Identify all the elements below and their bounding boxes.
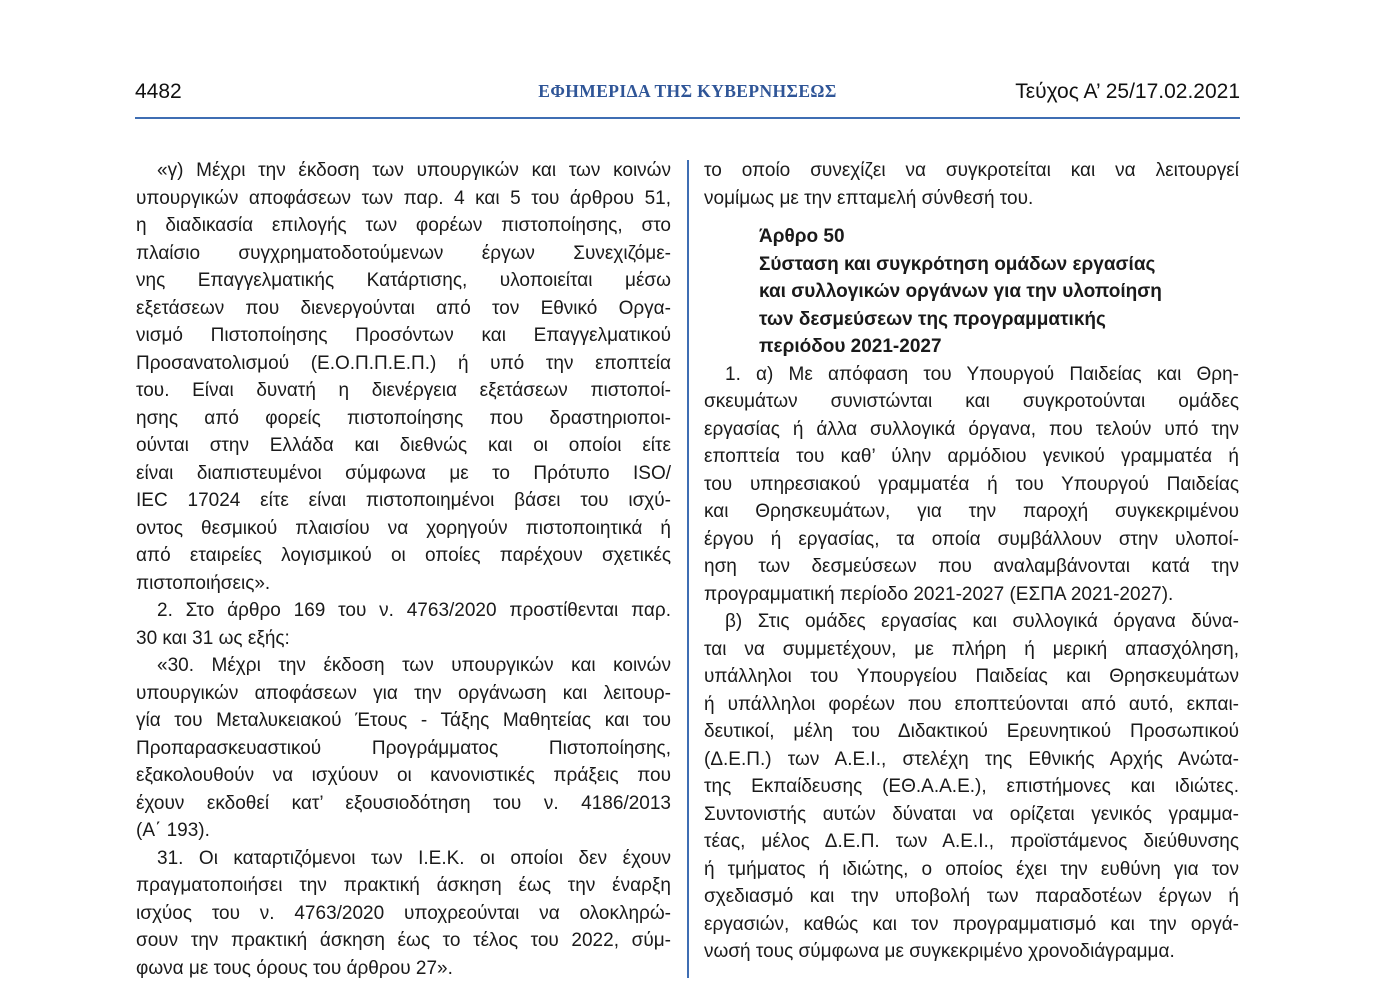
text-line: ούνται στην Ελλάδα και διεθνώς και οι οποίοι είτε [136, 435, 671, 456]
text-line: και Θρησκευμάτων, για την παροχή συγκεκριμένου [704, 501, 1239, 522]
text-line: (Α΄ 193). [136, 820, 210, 841]
text-line: νωσή τους σύμφωνα με συγκεκριμένο χρονοδιάγραμμα. [704, 941, 1175, 962]
text-line: ή τμήματος ή ιδιώτης, ο οποίος έχει την ευθύνη για τον [704, 858, 1239, 880]
text-line: η διαδικασία επιλογής των φορέων πιστοποίησης, στο [136, 215, 671, 236]
article-title-line: και συλλογικών οργάνων για την υλοποίηση [759, 281, 1162, 302]
text-line: οντος θεσμικού πλαισίου να χορηγούν πιστοποιητικά ή [136, 517, 671, 539]
text-line: (Δ.Ε.Π.) των Α.Ε.Ι., στελέχη της Εθνικής Αρχής Ανώτα- [704, 748, 1239, 770]
article-number: Άρθρο 50 [759, 226, 845, 247]
text-line: υπάλληλοι του Υπουργείου Παιδείας και Θρησκευμάτων [704, 666, 1239, 687]
text-line: 31. Οι καταρτιζόμενοι των Ι.Ε.Κ. οι οποίοι δεν έχουν [157, 847, 671, 869]
text-line: εξετάσεων που διενεργούνται από τον Εθνικό Οργα- [136, 297, 671, 319]
text-line: β) Στις ομάδες εργασίας και συλλογικά όργανα δύνα- [725, 611, 1239, 632]
text-line: είναι διαπιστευμένοι σύμφωνα με το Πρότυπο ISO/ [136, 462, 671, 484]
text-line: 1. α) Με απόφαση του Υπουργού Παιδείας και Θρη- [725, 363, 1239, 385]
text-line: το οποίο συνεχίζει να συγκροτείται και να λειτουργεί [704, 160, 1239, 181]
text-line: ησης από φορείς πιστοποίησης που δραστηριοποι- [136, 407, 671, 429]
text-line: ισχύος του ν. 4763/2020 υποχρεούνται να ολοκληρώ- [136, 902, 671, 924]
header-rule [135, 117, 1240, 119]
text-line: σχεδιασμό και την υποβολή των παραδοτέων έργων ή [704, 886, 1239, 907]
text-line: σουν την πρακτική άσκηση έως το τέλος του 2022, σύμ- [136, 930, 671, 951]
text-line: υπουργικών αποφάσεων των παρ. 4 και 5 του άρθρου 51, [136, 187, 671, 209]
journal-title: ΕΦΗΜΕΡΙΔΑ ΤΗΣ ΚΥΒΕΡΝΗΣΕΩΣ [538, 81, 837, 101]
text-line: εποπτεία του καθ’ ύλην αρμόδιου γενικού γραμματέα ή [704, 446, 1239, 467]
right-column [704, 157, 1239, 966]
text-line: ηση των δεσμεύσεων που αναλαμβάνονται κατά την [704, 556, 1239, 577]
text-line: νης Επαγγελματικής Κατάρτισης, υλοποιείται μέσω [136, 270, 671, 291]
text-line: γία του Μεταλυκειακού Έτους - Τάξης Μαθητείας και του [136, 710, 671, 731]
text-line: IEC 17024 είτε είναι πιστοποιημένοι βάσει του ισχύ- [136, 490, 671, 511]
text-line: της Εκπαίδευσης (ΕΘ.Α.Α.Ε.), επιστήμονες και ιδιώτες. [704, 776, 1239, 797]
text-line: νομίμως με την επταμελή σύνθεσή του. [704, 187, 1034, 209]
text-line: πιστοποιήσεις». [136, 572, 271, 594]
text-line: τέας, μέλος Δ.Ε.Π. των Α.Ε.Ι., προϊστάμενος διεύθυνσης [704, 831, 1239, 852]
page-header [135, 78, 1240, 112]
text-line: από εταιρείες λογισμικού οι οποίες παρέχουν σχετικές [136, 545, 671, 566]
article-title-line: των δεσμεύσεων της προγραμματικής [759, 308, 1106, 330]
article-title-line: περιόδου 2021-2027 [759, 336, 942, 357]
text-line: «γ) Μέχρι την έκδοση των υπουργικών και των κοινών [157, 160, 671, 181]
text-line: εργασίας ή άλλα συλλογικά όργανα, που τελούν υπό την [704, 418, 1239, 440]
left-column [136, 157, 671, 982]
text-line: 30 και 31 ως εξής: [136, 627, 290, 649]
text-line: εξακολουθούν να ισχύουν οι κανονιστικές πράξεις που [136, 765, 671, 786]
text-line: «30. Μέχρι την έκδοση των υπουργικών και κοινών [157, 655, 671, 676]
page-number: 4482 [135, 80, 182, 103]
text-line: του υπηρεσιακού γραμματέα ή του Υπουργού Παιδείας [704, 473, 1239, 495]
issue-info: Τεύχος Α’ 25/17.02.2021 [1015, 80, 1240, 103]
text-line: Προπαρασκευαστικού Προγράμματος Πιστοποίησης, [136, 737, 671, 759]
text-line: πλαίσιο συγχρηματοδοτούμενων έργων Συνεχιζόμε- [136, 242, 671, 264]
text-line: ται να συμμετέχουν, με πλήρη ή μερική απασχόληση, [704, 638, 1239, 660]
text-line: 2. Στο άρθρο 169 του ν. 4763/2020 προστίθενται παρ. [157, 600, 671, 621]
article-title-line: Σύσταση και συγκρότηση ομάδων εργασίας [759, 253, 1156, 275]
text-line: ή υπάλληλοι φορέων που εποπτεύονται από αυτό, εκπαι- [704, 693, 1239, 715]
text-line: σκευμάτων συνιστώνται και συγκροτούνται ομάδες [704, 391, 1239, 412]
text-line: υπουργικών αποφάσεων για την οργάνωση και λειτουρ- [136, 682, 671, 704]
text-line: νισμό Πιστοποίησης Προσόντων και Επαγγελματικού [136, 325, 671, 346]
text-line: δευτικοί, μέλη του Διδακτικού Ερευνητικού Προσωπικού [704, 721, 1239, 742]
column-divider [687, 160, 689, 978]
text-line: έργου ή εργασίας, τα οποία συμβάλλουν στην υλοποί- [704, 528, 1239, 550]
text-line: Συντονιστής αυτών δύναται να ορίζεται γενικός γραμμα- [704, 803, 1239, 825]
text-line: του. Είναι δυνατή η διενέργεια εξετάσεων πιστοποί- [136, 380, 671, 401]
text-line: έχουν εκδοθεί κατ’ εξουσιοδότηση του ν. 4186/2013 [136, 792, 671, 814]
text-line: προγραμματική περίοδο 2021-2027 (ΕΣΠΑ 2021-2027). [704, 583, 1174, 605]
text-line: εργασιών, καθώς και τον προγραμματισμό και την οργά- [704, 913, 1239, 935]
text-line: πραγματοποιήσει την πρακτική άσκηση έως την έναρξη [136, 875, 671, 896]
text-line: φωνα με τους όρους του άρθρου 27». [136, 957, 453, 979]
text-line: Προσανατολισμού (Ε.Ο.Π.Π.Ε.Π.) ή υπό την εποπτεία [136, 352, 671, 374]
